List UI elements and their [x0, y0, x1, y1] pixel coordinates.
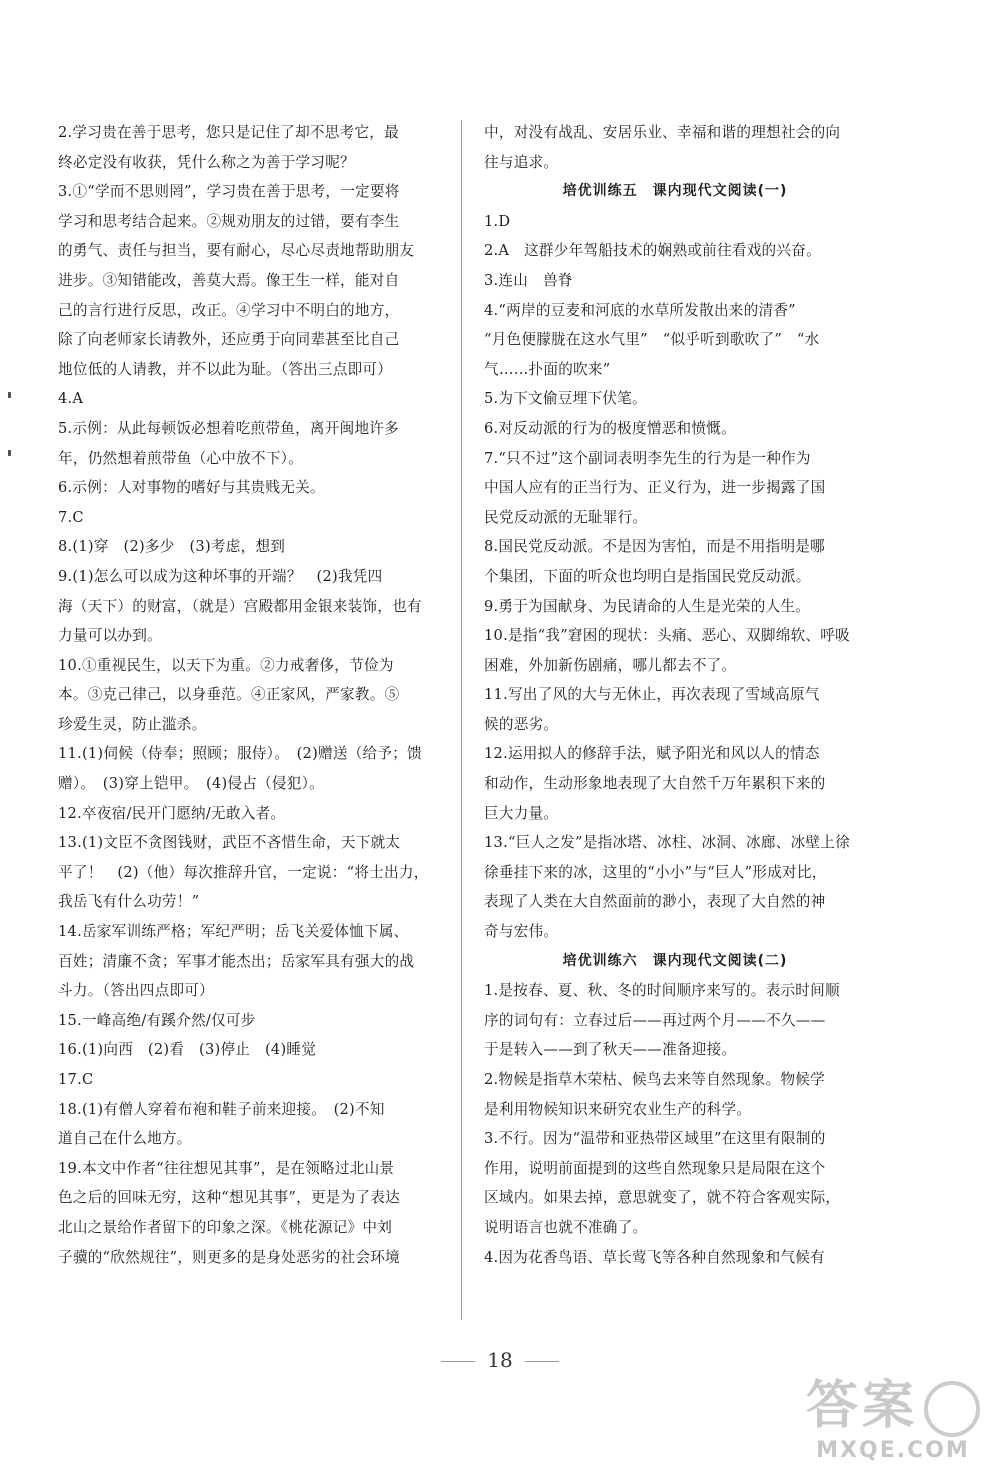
watermark	[806, 1363, 980, 1463]
answer-line: 2.学习贵在善于思考，您只是记住了却不思考它，最	[58, 124, 399, 141]
answer-line: 1.是按春、夏、秋、冬的时间顺序来写的。表示时间顺	[484, 982, 840, 1000]
answer-line: 色之后的回味无穷，这种“想见其事”，更是为了表达	[58, 1189, 400, 1207]
answer-line: 区域内。如果去掉，意思就变了，就不符合客观实际，	[484, 1189, 841, 1207]
answer-line: 民党反动派的无耻罪行。	[484, 508, 648, 526]
answer-line: 往与追求。	[484, 153, 559, 171]
answer-line: 于是转入——到了秋天——准备迎接。	[484, 1041, 737, 1059]
answer-line: 8.国民党反动派。不是因为害怕，而是不用指明是哪	[484, 538, 825, 556]
answer-line: 力量可以办到。	[58, 627, 162, 645]
answer-line: 本。③克己律己，以身垂范。④正家风，严家教。⑤	[58, 686, 400, 704]
answer-line: 个集团，下面的听众也均明白是指国民党反动派。	[484, 567, 811, 585]
answer-line: 5.为下文偷豆埋下伏笔。	[484, 390, 647, 408]
answer-line: 海（天下）的财富，（就是）宫殿都用金银来装饰，也有	[58, 597, 422, 615]
answer-line: 6.对反动派的行为的极度憎恶和愤慨。	[484, 419, 736, 437]
right-column	[484, 118, 866, 1272]
page-number-dash	[441, 1361, 475, 1362]
answer-line: 说明语言也就不准确了。	[484, 1218, 648, 1236]
watermark-url: MXQE.COM	[816, 1438, 970, 1463]
section-six-answers	[484, 976, 866, 1272]
answer-line: 我岳飞有什么功劳！”	[58, 893, 200, 911]
answer-line: 是利用物候知识来研究农业生产的科学。	[484, 1100, 752, 1118]
answer-line: 18.(1)有僧人穿着布袍和鞋子前来迎接。 (2)不知	[58, 1100, 385, 1118]
answer-line: 平了！ (2)（他）每次推辞升官，一定说：“将士出力，	[58, 863, 429, 881]
answer-line: 2.A 这群少年驾船技术的娴熟或前往看戏的兴奋。	[484, 242, 821, 260]
answer-line: 10.是指“我”窘困的现状：头痛、恶心、双脚绵软、呼吸	[484, 627, 850, 645]
answer-line: 赠）。 (3)穿上铠甲。 (4)侵占（侵犯）。	[58, 775, 324, 793]
answer-line: 9.(1)怎么可以成为这种坏事的开端？ (2)我凭四	[58, 567, 383, 585]
answer-line: 16.(1)向西 (2)看 (3)停止 (4)睡觉	[58, 1041, 317, 1059]
answer-line: 奇与宏伟。	[484, 923, 559, 941]
answer-line: 3.不行。因为“温带和亚热带区域里”在这里有限制的	[484, 1130, 826, 1148]
answer-line: 12.运用拟人的修辞手法，赋予阳光和风以人的情态	[484, 745, 820, 763]
section-six-heading: 培优训练六 课内现代文阅读(二)	[562, 952, 788, 969]
section-five-answers	[484, 207, 866, 947]
answer-line: 13.(1)文臣不贪图钱财，武臣不吝惜生命，天下就太	[58, 834, 401, 852]
answer-line: 17.C	[58, 1071, 94, 1088]
answer-line: 中国人应有的正当行为、正义行为，进一步揭露了国	[484, 479, 826, 497]
answer-line: 北山之景给作者留下的印象之深。《桃花源记》中刘	[58, 1218, 393, 1236]
answer-line: 3.连山 兽脊	[484, 271, 573, 289]
answer-line: 中，对没有战乱、安居乐业、幸福和谐的理想社会的向	[484, 124, 841, 141]
answer-line: 珍爱生灵，防止滥杀。	[58, 715, 207, 733]
answer-line: 2.物候是指草木荣枯、候鸟去来等自然现象。物候学	[484, 1071, 825, 1088]
answer-line: 进步。③知错能改，善莫大焉。像王生一样，能对自	[58, 271, 400, 289]
answer-line: 6.示例：人对事物的嗜好与其贵贱无关。	[58, 479, 325, 497]
answer-line: 作用，说明前面提到的这些自然现象只是局限在这个	[484, 1159, 826, 1177]
answer-line: 7.C	[58, 508, 84, 526]
answer-line: 7.“只不过”这个副词表明李先生的行为是一种作为	[484, 449, 811, 467]
answer-line: 表现了人类在大自然面前的渺小，表现了大自然的神	[484, 893, 826, 911]
answer-line: 19.本文中作者“往往想见其事”，是在领略过北山景	[58, 1159, 395, 1177]
answer-line: 年，仍然想着煎带鱼（心中放不下）。	[58, 449, 304, 467]
answer-line: 14.岳家军训练严格；军纪严明；岳飞关爱体恤下属、	[58, 923, 409, 941]
answer-line: 3.①“学而不思则罔”，学习贵在善于思考，一定要将	[58, 183, 400, 201]
answer-line: 百姓；清廉不贪；军事才能杰出；岳家军具有强大的战	[58, 952, 415, 970]
watermark-main	[806, 1363, 980, 1438]
section-five-heading: 培优训练五 课内现代文阅读(一)	[562, 183, 788, 200]
answer-line: 终必定没有收获，凭什么称之为善于学习呢？	[58, 153, 355, 171]
answer-line: 10.①重视民生，以天下为重。②力戒奢侈，节俭为	[58, 656, 394, 674]
answer-line: 巨大力量。	[484, 804, 559, 822]
answer-line: 困难，外加新伤剧痛，哪儿都去不了。	[484, 656, 737, 674]
right-intro	[484, 118, 866, 177]
answer-line: 9.勇于为国献身、为民请命的人生是光荣的人生。	[484, 597, 811, 615]
answer-line: 斗力。（答出四点即可）	[58, 982, 214, 1000]
answer-line: 地位低的人请教，并不以此为耻。（答出三点即可）	[58, 360, 393, 378]
left-column	[58, 118, 444, 1272]
answer-line: 徐垂挂下来的冰，这里的“小小”与“巨人”形成对比，	[484, 863, 827, 881]
answer-line: 13.“巨人之发”是指冰塔、冰柱、冰洞、冰廊、冰壁上徐	[484, 834, 850, 852]
answer-line: 和动作，生动形象地表现了大自然千万年累积下来的	[484, 775, 826, 793]
answer-line: 11.(1)伺候（侍奉；照顾；服侍）。 (2)赠送（给予；馈	[58, 745, 422, 763]
answer-line: 子骥的“欣然规往”，则更多的是身处恶劣的社会环境	[58, 1248, 400, 1266]
answer-line: 12.卒夜宿/民开门愿纳/无敢入者。	[58, 804, 286, 822]
answer-line: 己的言行进行反思，改正。④学习中不明白的地方，	[58, 301, 400, 319]
page-number-dash	[525, 1361, 559, 1362]
answer-line: 4.“两岸的豆麦和河底的水草所发散出来的清香”	[484, 301, 796, 319]
page-number-text: 18	[487, 1348, 513, 1372]
answer-line: 道自己在什么地方。	[58, 1130, 192, 1148]
answer-line: 5.示例：从此每顿饭必想着吃煎带鱼，离开闽地许多	[58, 419, 399, 437]
answer-line: 气……扑面的吹来”	[484, 360, 611, 378]
answer-line: 学习和思考结合起来。②规劝朋友的过错，要有李生	[58, 212, 400, 230]
answer-line: “月色便朦胧在这水气里” “似乎听到歌吹了” “水	[484, 331, 820, 349]
answer-line: 除了向老师家长请教外，还应勇于向同辈甚至比自己	[58, 331, 400, 349]
margin-mark	[8, 450, 11, 456]
answer-line: 4.因为花香鸟语、草长莺飞等各种自然现象和气候有	[484, 1248, 825, 1266]
answer-line: 候的恶劣。	[484, 715, 559, 733]
watermark-logo-icon	[924, 1381, 980, 1437]
answer-line: 11.写出了风的大与无休止，再次表现了雪域高原气	[484, 686, 820, 704]
answer-line: 15.一峰高绝/有蹊介然/仅可步	[58, 1011, 256, 1029]
answer-line: 1.D	[484, 212, 511, 230]
answer-line: 4.A	[58, 390, 84, 408]
answer-line: 序的词句有：立春过后——再过两个月——不久——	[484, 1011, 826, 1029]
margin-mark	[8, 392, 11, 398]
answer-line: 8.(1)穿 (2)多少 (3)考虑，想到	[58, 538, 286, 556]
column-divider	[461, 120, 462, 1320]
watermark-main-text: 答案	[805, 1376, 918, 1436]
answer-line: 的勇气、责任与担当，要有耐心，尽心尽责地帮助朋友	[58, 242, 415, 260]
